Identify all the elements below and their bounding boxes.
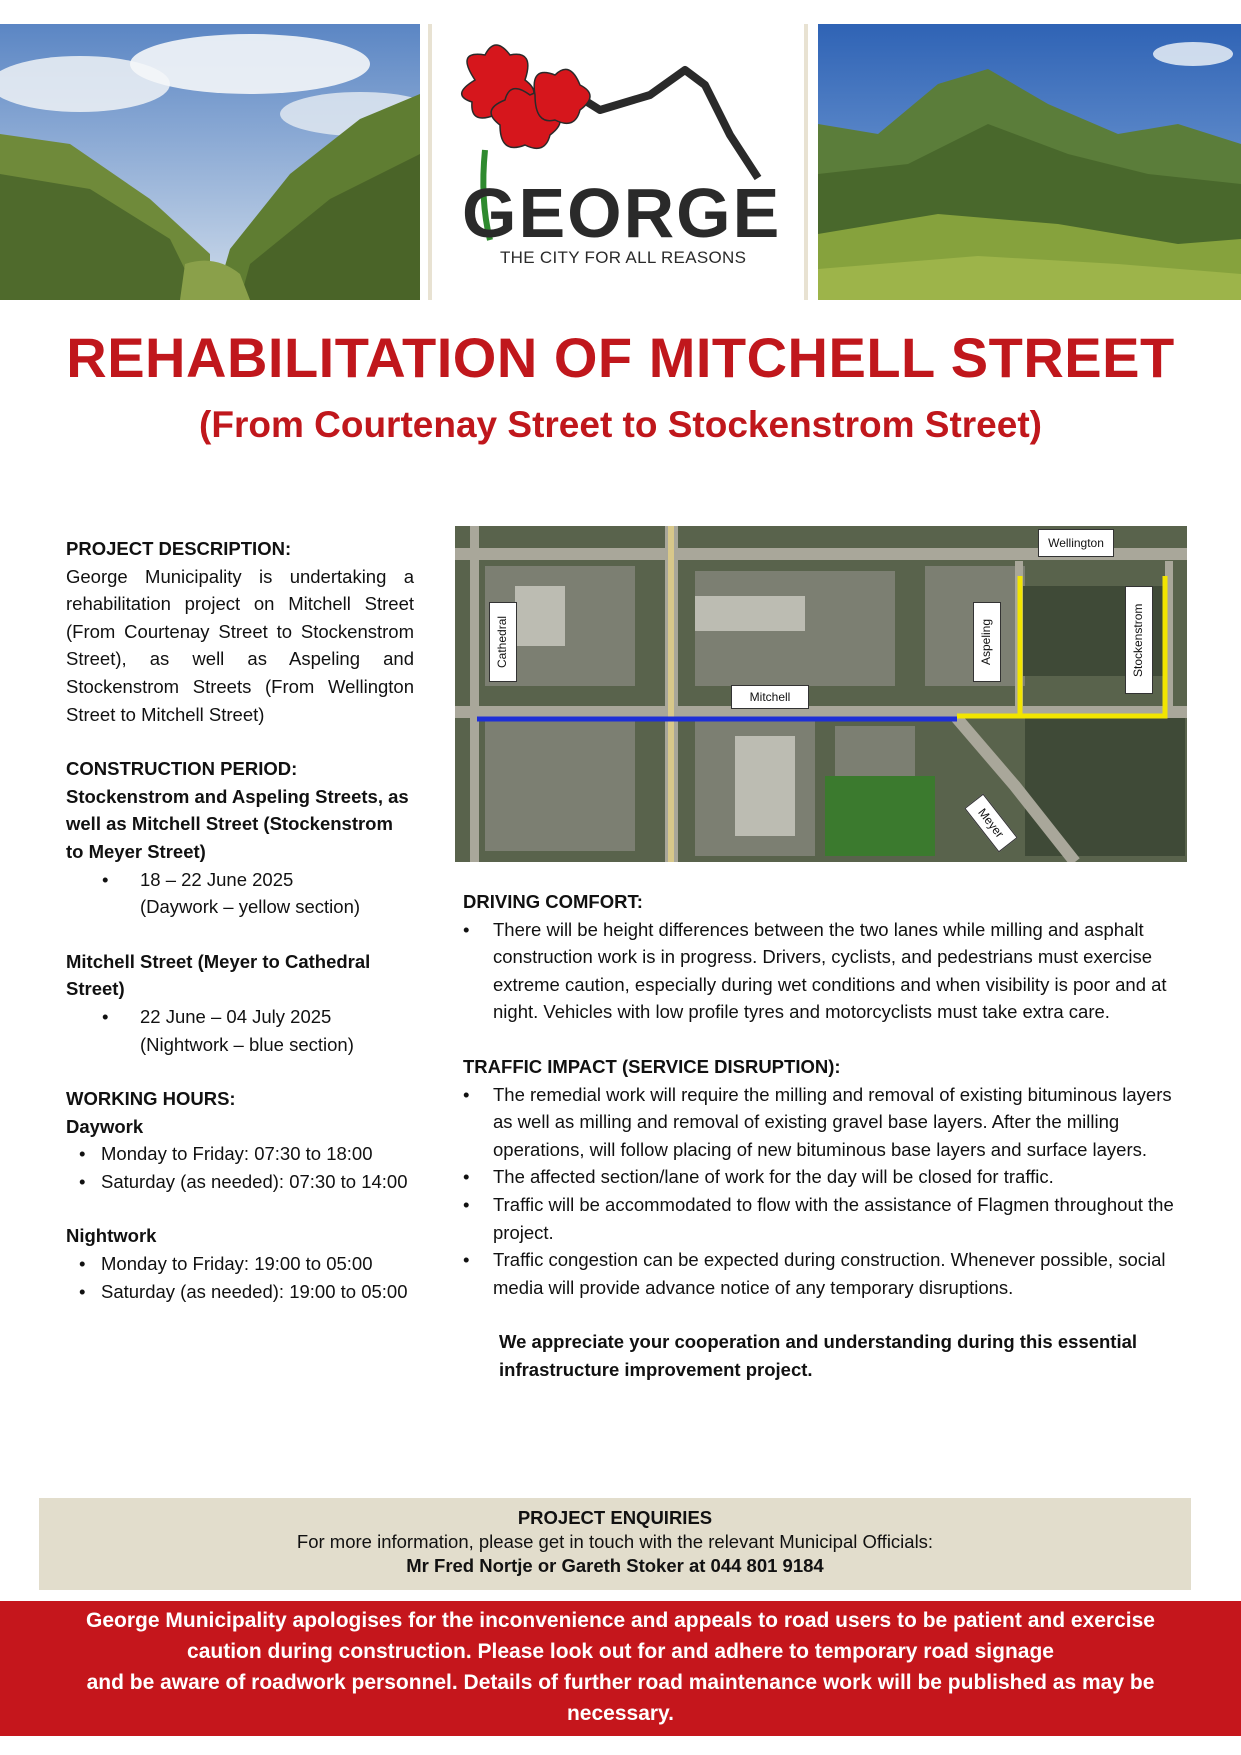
- period-2-note: (Nightwork – blue section): [140, 1033, 354, 1055]
- header-divider: [428, 24, 432, 300]
- right-column: [463, 888, 1183, 1384]
- map-label-mitchell: Mitchell: [731, 685, 809, 709]
- apology-banner: [0, 1601, 1241, 1736]
- daywork-label: Daywork: [66, 1115, 144, 1137]
- project-description-heading: PROJECT DESCRIPTION:: [66, 538, 292, 559]
- bullet-icon: •: [463, 918, 470, 940]
- period-2-dates: 22 June – 04 July 2025: [140, 1005, 332, 1027]
- map-label-cathedral: Cathedral: [489, 602, 517, 682]
- traffic-impact-heading: TRAFFIC IMPACT (SERVICE DISRUPTION):: [463, 1055, 841, 1077]
- list-item: [66, 1140, 414, 1168]
- enquiries-text: For more information, please get in touch with the relevant Municipal Officials:: [296, 1531, 934, 1552]
- impact-item: The remedial work will require the milling and removal of existing bituminous layers as well as milling and removal of existing gravel base layers. After the milling operations, will follow placing of new bituminous base layers and surface layers.: [493, 1083, 1172, 1160]
- nightwork-item: Saturday (as needed): 19:00 to 05:00: [101, 1280, 408, 1302]
- bullet-icon: •: [463, 1166, 470, 1188]
- period-2-item: [66, 1003, 414, 1058]
- list-item: [463, 1081, 1183, 1164]
- bullet-icon: •: [79, 1170, 86, 1192]
- left-column: [66, 535, 414, 1305]
- working-hours-heading: WORKING HOURS:: [66, 1088, 236, 1110]
- site-map: [455, 526, 1187, 862]
- period-1-note: (Daywork – yellow section): [140, 896, 361, 918]
- period-1-item: [66, 866, 414, 921]
- impact-item: Traffic congestion can be expected during construction. Whenever possible, social media will provide advance notice of any temporary disruptions.: [493, 1249, 1166, 1298]
- period-1-heading: Stockenstrom and Aspeling Streets, as well as Mitchell Street (Stockenstrom to Meyer Street): [66, 785, 409, 862]
- list-item: [66, 1168, 414, 1196]
- footer-line: caution during construction. Please look out for and adhere to temporary road signage: [187, 1640, 1054, 1663]
- footer-line: and be aware of roadwork personnel. Details of further road maintenance work will be published as may be: [86, 1671, 1155, 1694]
- page-subtitle: (From Courtenay Street to Stockenstrom Street): [199, 404, 1042, 445]
- impact-item: The affected section/lane of work for the day will be closed for traffic.: [493, 1166, 1054, 1188]
- enquiries-contact: Mr Fred Nortje or Gareth Stoker at 044 801 9184: [406, 1555, 824, 1576]
- comfort-item: There will be height differences between the two lanes while milling and asphalt construction work is in progress. Drivers, cyclists, and pedestrians must exercise extreme caution, especially during wet conditions and when visibility is poor and at night. Vehicles with low profile tyres and motorcyclists must take extra care.: [493, 918, 1167, 1023]
- map-label-meyer: Meyer: [964, 794, 1017, 853]
- header-divider: [804, 24, 808, 300]
- list-item: [66, 1278, 414, 1306]
- map-label-aspeling: Aspeling: [973, 602, 1001, 682]
- logo-tagline: THE CITY FOR ALL REASONS: [500, 248, 747, 267]
- traffic-impact-list: [463, 1081, 1183, 1302]
- list-item: [463, 1163, 1183, 1191]
- construction-period-heading: CONSTRUCTION PERIOD:: [66, 758, 298, 780]
- project-description-text: George Municipality is undertaking a rehabilitation project on Mitchell Street (From Courtenay Street to Stockenstrom Street), as well as Aspeling and Stockenstrom Streets (From Wellington Street to Mitchell Street): [66, 565, 414, 725]
- page-title: REHABILITATION OF MITCHELL STREET: [66, 326, 1175, 389]
- list-item: [463, 1246, 1183, 1301]
- bullet-icon: •: [79, 1280, 86, 1302]
- daywork-list: [66, 1140, 414, 1195]
- driving-comfort-list: [463, 916, 1183, 1026]
- bullet-icon: •: [102, 1005, 109, 1027]
- logo-wordmark: GEORGE: [462, 174, 782, 252]
- footer-line: George Municipality apologises for the inconvenience and appeals to road users to be patient and exercise: [86, 1609, 1155, 1632]
- bullet-icon: •: [79, 1253, 86, 1275]
- bullet-icon: •: [79, 1143, 86, 1165]
- driving-comfort-heading: DRIVING COMFORT:: [463, 891, 643, 912]
- map-label-wellington: Wellington: [1038, 529, 1114, 557]
- footer-line: necessary.: [566, 1702, 675, 1725]
- map-label-stockenstrom: Stockenstrom: [1125, 586, 1153, 694]
- mountain-valley-photo: [0, 24, 420, 300]
- daywork-item: Monday to Friday: 07:30 to 18:00: [101, 1143, 373, 1165]
- aerial-map-image: [455, 526, 1187, 862]
- nightwork-label: Nightwork: [66, 1225, 157, 1247]
- list-item: [66, 1250, 414, 1278]
- list-item: [463, 1191, 1183, 1246]
- nightwork-list: [66, 1250, 414, 1305]
- project-enquiries-box: [39, 1498, 1191, 1590]
- bullet-icon: •: [463, 1193, 470, 1215]
- closing-statement: We appreciate your cooperation and understanding during this essential infrastructure improvement project.: [499, 1331, 1138, 1380]
- daywork-item: Saturday (as needed): 07:30 to 14:00: [101, 1170, 408, 1192]
- impact-item: Traffic will be accommodated to flow with the assistance of Flagmen throughout the project.: [493, 1193, 1174, 1243]
- list-item: [463, 916, 1183, 1026]
- period-1-dates: 18 – 22 June 2025: [140, 868, 294, 890]
- bullet-icon: •: [463, 1249, 470, 1271]
- nightwork-item: Monday to Friday: 19:00 to 05:00: [101, 1253, 373, 1275]
- bullet-icon: •: [463, 1083, 470, 1105]
- period-2-heading: Mitchell Street (Meyer to Cathedral Street): [66, 950, 371, 1000]
- enquiries-heading: PROJECT ENQUIRIES: [517, 1507, 713, 1528]
- bullet-icon: •: [102, 868, 109, 890]
- mountain-peak-photo: [818, 24, 1241, 300]
